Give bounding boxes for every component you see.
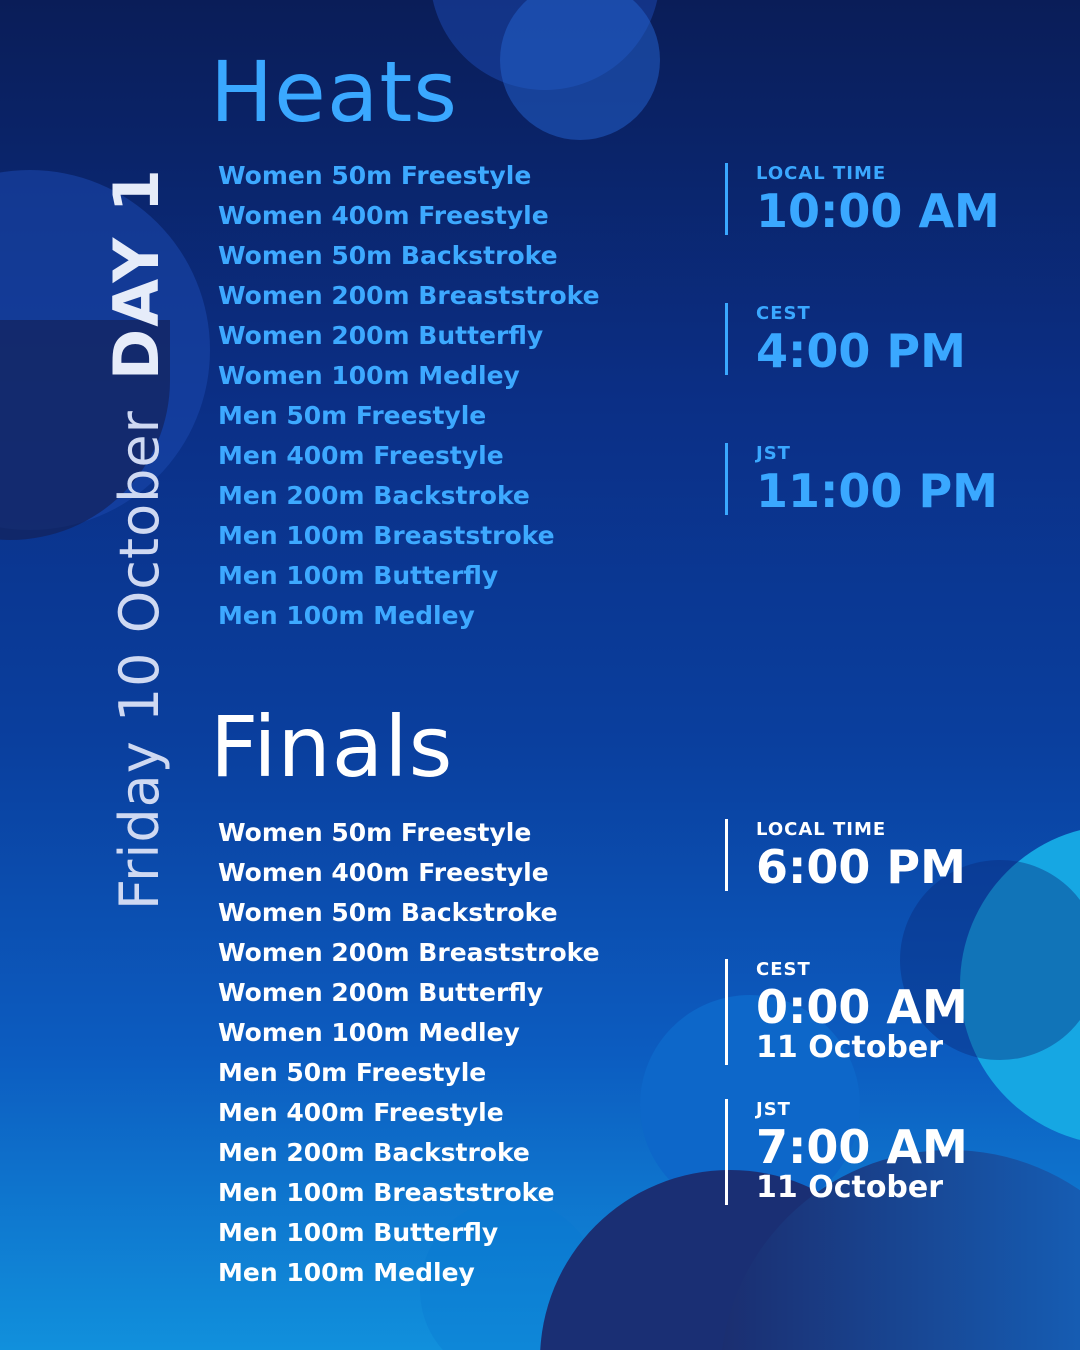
heats-event: Men 100m Butterfly: [218, 561, 499, 590]
heats-event: Women 200m Breaststroke: [218, 281, 600, 310]
time-value: 7:00 AM: [756, 1120, 968, 1174]
heats-time-cest: [725, 303, 966, 378]
finals-event: Women 200m Breaststroke: [218, 938, 600, 967]
time-zone-label: JST: [756, 443, 791, 464]
heats-time-jst: [725, 443, 998, 518]
heats-event: Women 200m Butterfly: [218, 321, 544, 350]
time-date-note: 11 October: [756, 1170, 944, 1205]
finals-event: Men 100m Breaststroke: [218, 1178, 555, 1207]
finals-time-cest: [725, 959, 968, 1065]
heats-event-list: [218, 156, 600, 636]
heats-event: Women 100m Medley: [218, 361, 520, 390]
decor-circle: [500, 0, 660, 140]
heats-event: Men 400m Freestyle: [218, 441, 504, 470]
time-zone-label: CEST: [756, 303, 811, 324]
finals-event: Men 200m Backstroke: [218, 1138, 530, 1167]
finals-event: Women 200m Butterfly: [218, 978, 544, 1007]
day-text: DAY 1: [100, 167, 173, 381]
finals-time-jst: [725, 1099, 968, 1205]
time-value: 6:00 PM: [756, 840, 966, 894]
finals-heading: Finals: [210, 698, 454, 796]
finals-event: Women 100m Medley: [218, 1018, 520, 1047]
time-value: 10:00 AM: [756, 184, 1000, 238]
heats-event: Women 50m Backstroke: [218, 241, 558, 270]
time-value: 4:00 PM: [756, 324, 966, 378]
heats-event: Men 100m Medley: [218, 601, 475, 630]
time-date-note: 11 October: [756, 1030, 944, 1065]
finals-event: Men 50m Freestyle: [218, 1058, 487, 1087]
heats-time-local: [725, 163, 1000, 238]
time-zone-label: LOCAL TIME: [756, 819, 887, 840]
finals-event: Women 50m Backstroke: [218, 898, 558, 927]
time-zone-label: CEST: [756, 959, 811, 980]
heats-event: Men 200m Backstroke: [218, 481, 530, 510]
finals-event-list: [218, 813, 600, 1293]
time-value: 11:00 PM: [756, 464, 998, 518]
date-text: Friday 10 October: [108, 410, 171, 910]
time-value: 0:00 AM: [756, 980, 968, 1034]
finals-event: Women 50m Freestyle: [218, 818, 532, 847]
finals-event: Women 400m Freestyle: [218, 858, 549, 887]
side-date-label: [100, 167, 173, 910]
finals-event: Men 400m Freestyle: [218, 1098, 504, 1127]
heats-event: Women 50m Freestyle: [218, 161, 532, 190]
heats-event: Women 400m Freestyle: [218, 201, 549, 230]
time-zone-label: LOCAL TIME: [756, 163, 887, 184]
finals-event: Men 100m Medley: [218, 1258, 475, 1287]
finals-event: Men 100m Butterfly: [218, 1218, 499, 1247]
heats-event: Men 100m Breaststroke: [218, 521, 555, 550]
heats-event: Men 50m Freestyle: [218, 401, 487, 430]
time-zone-label: JST: [756, 1099, 791, 1120]
finals-time-local: [725, 819, 966, 894]
heats-heading: Heats: [210, 43, 459, 141]
